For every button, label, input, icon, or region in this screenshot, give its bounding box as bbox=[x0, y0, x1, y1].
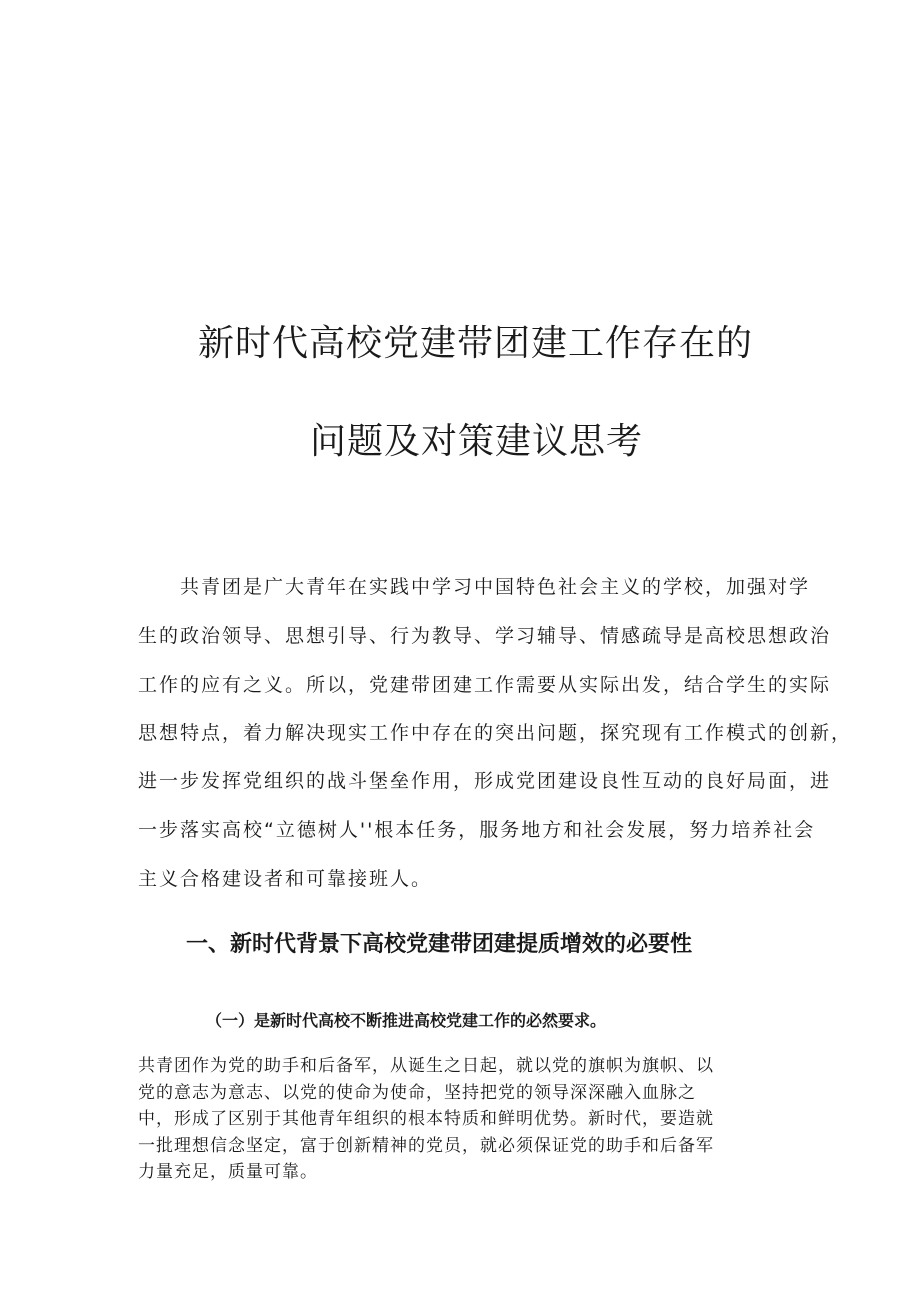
section-body-line: 共青团作为党的助手和后备军，从诞生之日起，就以党的旗帜为旗帜、以 bbox=[138, 1056, 714, 1076]
intro-paragraph-line: 生的政治领导、思想引导、行为教导、学习辅导、情感疏导是高校思想政治 bbox=[138, 625, 832, 647]
document-title-line-2: 问题及对策建议思考 bbox=[310, 421, 644, 462]
section-heading: 一、新时代背景下高校党建带团建提质增效的必要性 bbox=[186, 932, 693, 957]
section-body-line: 一批理想信念坚定，富于创新精神的党员，就必须保证党的助手和后备军 bbox=[138, 1136, 714, 1156]
intro-paragraph-line: 共青团是广大青年在实践中学习中国特色社会主义的学校，加强对学 bbox=[138, 576, 811, 598]
section-body-line: 力量充足，质量可靠。 bbox=[138, 1162, 318, 1182]
intro-paragraph-line: 主义合格建设者和可靠接班人。 bbox=[138, 868, 433, 890]
intro-paragraph-line: 进一步发挥党组织的战斗堡垒作用，形成党团建设良性互动的良好局面，进 bbox=[138, 770, 832, 792]
section-body-line: 中，形成了区别于其他青年组织的根本特质和鲜明优势。新时代，要造就 bbox=[138, 1109, 714, 1129]
intro-paragraph-line: 一步落实高校“立德树人''根本任务，服务地方和社会发展，努力培养社会 bbox=[138, 819, 816, 841]
section-body-line: 党的意志为意志、以党的使命为使命，坚持把党的领导深深融入血脉之 bbox=[138, 1083, 696, 1103]
sub-heading: （一）是新时代高校不断推进高校党建工作的必然要求。 bbox=[206, 1011, 607, 1030]
intro-paragraph-line: 思想特点，着力解决现实工作中存在的突出问题，探究现有工作模式的创新， bbox=[138, 722, 853, 744]
intro-paragraph-line: 工作的应有之义。所以，党建带团建工作需要从实际出发，结合学生的实际 bbox=[138, 674, 832, 696]
document-title-line-1: 新时代高校党建带团建工作存在的 bbox=[198, 323, 754, 364]
